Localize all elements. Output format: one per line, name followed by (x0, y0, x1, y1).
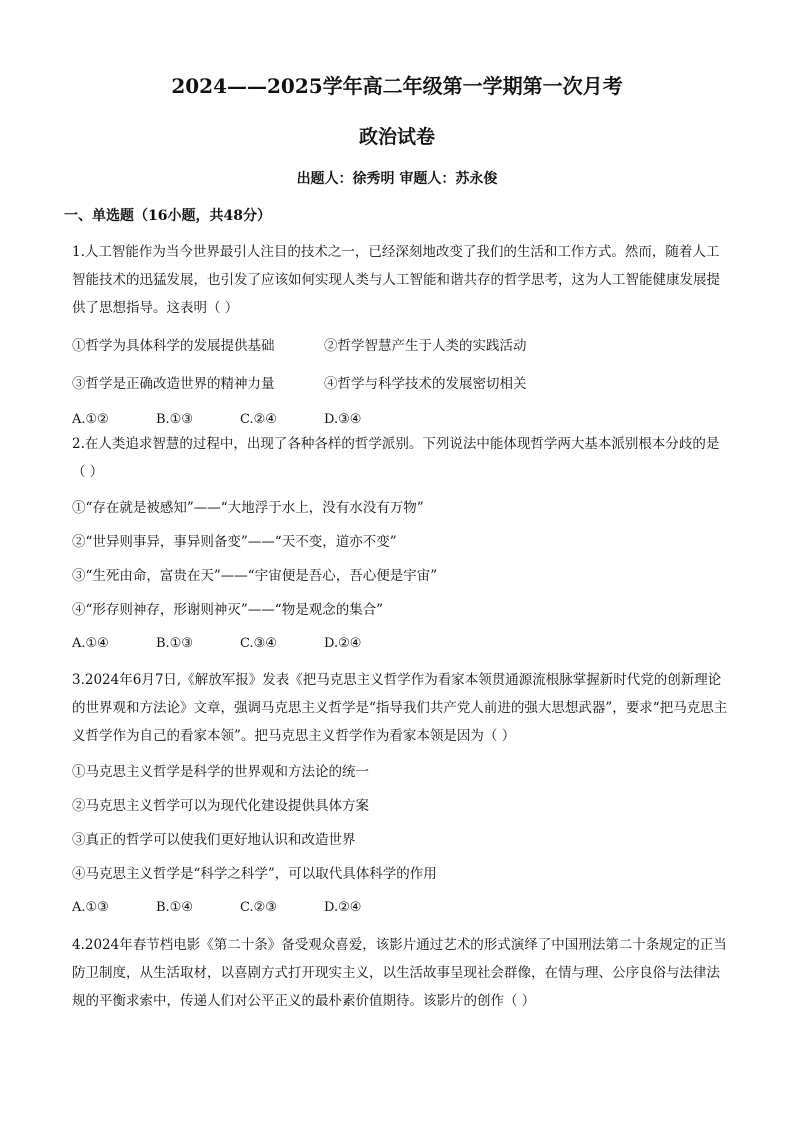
answer-choices (72, 894, 732, 922)
option: ③真正的哲学可以使我们更好地认识和改造世界 (72, 832, 356, 848)
choice-b: B.①④ (156, 900, 193, 915)
answer-choices (72, 630, 732, 658)
choice-a: A.①④ (72, 636, 109, 651)
option: ②哲学智慧产生于人类的实践活动 (324, 338, 527, 354)
option: ④哲学与科学技术的发展密切相关 (324, 376, 527, 392)
option: ②马克思主义哲学可以为现代化建设提供具体方案 (72, 798, 369, 814)
choice-d: D.③④ (324, 412, 362, 427)
question-4 (72, 931, 732, 1015)
question-stem: 4.2024年春节档电影《第二十条》备受观众喜爱，该影片通过艺术的形式演绎了中国刑法第二十条规定的正当防卫制度，从生活取材，以喜剧方式打开现实主义，以生活故事呈现社会群像，在情与理、公序良俗与法律法规的平衡求索中，传递人们对公平正义的最朴素价值期待。该影片的创作（ ） (72, 937, 727, 1009)
question-stem: 2.在人类追求智慧的过程中，出现了各种各样的哲学派别。下列说法中能体现哲学两大基本派别根本分歧的是（ ） (72, 436, 720, 480)
choice-c: C.②④ (240, 412, 277, 427)
question-1 (72, 238, 732, 434)
option-row (72, 332, 732, 360)
option: ②“世异则事异，事异则备变”——“天不变，道亦不变” (72, 534, 397, 550)
section-title: 一、单选题（16小题，共48分） (64, 208, 271, 224)
option-row (72, 370, 732, 398)
choice-d: D.②④ (324, 636, 362, 651)
option: ③哲学是正确改造世界的精神力量 (72, 376, 275, 392)
question-3 (72, 666, 732, 922)
exam-authors: 出题人：徐秀明 审题人：苏永俊 (296, 171, 498, 187)
question-stem: 3.2024年6月7日,《解放军报》发表《把马克思主义哲学作为看家本领贯通源流根脉掌握新时代党的创新理论的世界观和方法论》文章，强调马克思主义哲学是“指导我们共产党人前进的强大思想武器”，要求“把马克思主义哲学作为自己的看家本领”。把马克思主义哲学作为看家本领是因为（ ） (72, 672, 728, 744)
option: ①“存在就是被感知”——“大地浮于水上，没有水没有万物” (72, 500, 424, 516)
choice-b: B.①③ (156, 412, 193, 427)
option: ④“形存则神存，形谢则神灭”——“物是观念的集合” (72, 602, 384, 618)
exam-subject: 政治试卷 (358, 126, 435, 148)
question-stem: 1.人工智能作为当今世界最引人注目的技术之一，已经深刻地改变了我们的生活和工作方式。然而，随着人工智能技术的迅猛发展，也引发了应该如何实现人类与人工智能和谐共存的哲学思考，这为人工智能健康发展提供了思想指导。这表明（ ） (72, 244, 720, 316)
choice-d: D.②④ (324, 900, 362, 915)
choice-b: B.①③ (156, 636, 193, 651)
choice-c: C.②③ (240, 900, 277, 915)
exam-title: 2024——2025学年高二年级第一学期第一次月考 (171, 74, 623, 98)
option: ①哲学为具体科学的发展提供基础 (72, 338, 275, 354)
choice-a: A.①③ (72, 900, 109, 915)
option: ①马克思主义哲学是科学的世界观和方法论的统一 (72, 764, 369, 780)
choice-a: A.①② (72, 412, 109, 427)
question-2 (72, 430, 732, 658)
option: ③“生死由命，富贵在天”——“宇宙便是吾心，吾心便是宇宙” (72, 568, 438, 584)
option: ④马克思主义哲学是“科学之科学”，可以取代具体科学的作用 (72, 866, 437, 882)
choice-c: C.③④ (240, 636, 277, 651)
